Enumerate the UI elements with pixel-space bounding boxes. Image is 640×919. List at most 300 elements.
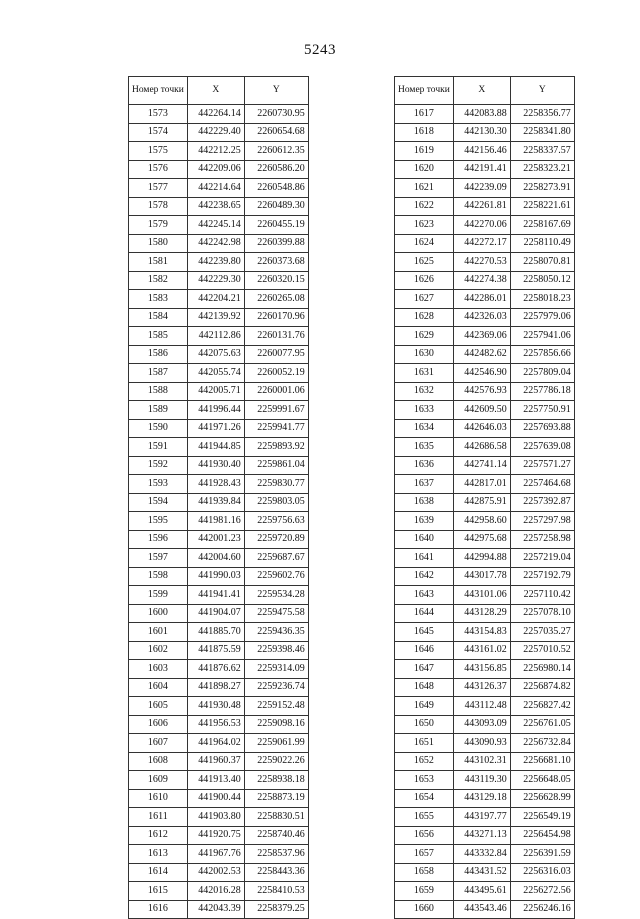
x-coordinate-cell: 443129.18	[453, 789, 510, 808]
table-row	[129, 789, 309, 808]
x-coordinate-cell: 442055.74	[187, 364, 244, 383]
x-coordinate-cell: 441939.84	[187, 493, 244, 512]
point-number-cell: 1607	[129, 734, 188, 753]
y-coordinate-cell: 2257010.52	[510, 641, 574, 660]
point-number-cell: 1630	[395, 345, 454, 364]
table-row	[395, 475, 575, 494]
x-coordinate-cell: 442139.92	[187, 308, 244, 327]
point-number-cell: 1595	[129, 512, 188, 531]
y-coordinate-cell: 2256761.05	[510, 715, 574, 734]
point-number-cell: 1585	[129, 327, 188, 346]
y-coordinate-cell: 2257809.04	[510, 364, 574, 383]
table-row	[129, 752, 309, 771]
point-number-cell: 1605	[129, 697, 188, 716]
x-coordinate-cell: 443271.13	[453, 826, 510, 845]
x-coordinate-cell: 441903.80	[187, 808, 244, 827]
point-number-cell: 1588	[129, 382, 188, 401]
point-number-cell: 1625	[395, 253, 454, 272]
y-coordinate-cell: 2257856.66	[510, 345, 574, 364]
x-coordinate-cell: 441990.03	[187, 567, 244, 586]
table-row	[395, 327, 575, 346]
x-coordinate-cell: 441996.44	[187, 401, 244, 420]
point-number-cell: 1628	[395, 308, 454, 327]
x-coordinate-cell: 442686.58	[453, 438, 510, 457]
point-number-cell: 1581	[129, 253, 188, 272]
y-coordinate-cell: 2259236.74	[244, 678, 308, 697]
table-row	[129, 826, 309, 845]
y-coordinate-cell: 2256316.03	[510, 863, 574, 882]
y-coordinate-cell: 2259436.35	[244, 623, 308, 642]
y-coordinate-cell: 2259941.77	[244, 419, 308, 438]
point-number-cell: 1612	[129, 826, 188, 845]
x-coordinate-cell: 442286.01	[453, 290, 510, 309]
table-row	[129, 308, 309, 327]
y-coordinate-cell: 2256648.05	[510, 771, 574, 790]
y-coordinate-cell: 2259803.05	[244, 493, 308, 512]
y-coordinate-cell: 2258018.23	[510, 290, 574, 309]
table-row	[129, 863, 309, 882]
x-coordinate-cell: 441930.48	[187, 697, 244, 716]
x-coordinate-cell: 443332.84	[453, 845, 510, 864]
table-row	[129, 197, 309, 216]
point-number-cell: 1621	[395, 179, 454, 198]
table-row	[395, 808, 575, 827]
table-row	[395, 715, 575, 734]
table-row	[395, 142, 575, 161]
coordinates-table-right	[394, 76, 575, 919]
table-row	[395, 438, 575, 457]
x-coordinate-cell: 442975.68	[453, 530, 510, 549]
point-number-cell: 1622	[395, 197, 454, 216]
point-number-cell: 1587	[129, 364, 188, 383]
table-row	[395, 401, 575, 420]
point-number-cell: 1611	[129, 808, 188, 827]
y-coordinate-cell: 2259687.67	[244, 549, 308, 568]
x-coordinate-cell: 441930.40	[187, 456, 244, 475]
table-row	[395, 179, 575, 198]
point-number-cell: 1601	[129, 623, 188, 642]
x-coordinate-cell: 442209.06	[187, 160, 244, 179]
y-coordinate-cell: 2260612.35	[244, 142, 308, 161]
table-row	[395, 845, 575, 864]
y-coordinate-cell: 2258323.21	[510, 160, 574, 179]
x-coordinate-cell: 443119.30	[453, 771, 510, 790]
point-number-cell: 1579	[129, 216, 188, 235]
table-row	[129, 419, 309, 438]
table-row	[129, 586, 309, 605]
x-coordinate-cell: 443431.52	[453, 863, 510, 882]
y-coordinate-cell: 2256454.98	[510, 826, 574, 845]
point-number-cell: 1613	[129, 845, 188, 864]
point-number-cell: 1639	[395, 512, 454, 531]
y-coordinate-cell: 2259534.28	[244, 586, 308, 605]
x-coordinate-cell: 441941.41	[187, 586, 244, 605]
point-number-cell: 1598	[129, 567, 188, 586]
point-number-cell: 1591	[129, 438, 188, 457]
y-coordinate-cell: 2257192.79	[510, 567, 574, 586]
header-y: Y	[244, 77, 308, 105]
y-coordinate-cell: 2257464.68	[510, 475, 574, 494]
x-coordinate-cell: 442261.81	[453, 197, 510, 216]
y-coordinate-cell: 2256980.14	[510, 660, 574, 679]
point-number-cell: 1641	[395, 549, 454, 568]
x-coordinate-cell: 442646.03	[453, 419, 510, 438]
table-row	[129, 697, 309, 716]
point-number-cell: 1597	[129, 549, 188, 568]
table-row	[129, 623, 309, 642]
y-coordinate-cell: 2259830.77	[244, 475, 308, 494]
x-coordinate-cell: 441967.76	[187, 845, 244, 864]
y-coordinate-cell: 2258443.36	[244, 863, 308, 882]
table-row	[395, 234, 575, 253]
x-coordinate-cell: 442043.39	[187, 900, 244, 919]
x-coordinate-cell: 443543.46	[453, 900, 510, 919]
x-coordinate-cell: 442005.71	[187, 382, 244, 401]
table-row	[129, 234, 309, 253]
table-row	[395, 678, 575, 697]
table-row	[395, 789, 575, 808]
header-point-number: Номер точки	[129, 77, 188, 105]
table-row	[395, 364, 575, 383]
point-number-cell: 1573	[129, 105, 188, 124]
point-number-cell: 1614	[129, 863, 188, 882]
table-row	[129, 142, 309, 161]
y-coordinate-cell: 2256681.10	[510, 752, 574, 771]
y-coordinate-cell: 2256391.59	[510, 845, 574, 864]
table-row	[129, 253, 309, 272]
table-row	[395, 308, 575, 327]
y-coordinate-cell: 2259022.26	[244, 752, 308, 771]
point-number-cell: 1608	[129, 752, 188, 771]
x-coordinate-cell: 442083.88	[453, 105, 510, 124]
point-number-cell: 1648	[395, 678, 454, 697]
x-coordinate-cell: 442156.46	[453, 142, 510, 161]
y-coordinate-cell: 2260131.76	[244, 327, 308, 346]
y-coordinate-cell: 2260548.86	[244, 179, 308, 198]
y-coordinate-cell: 2258410.53	[244, 882, 308, 901]
y-coordinate-cell: 2256246.16	[510, 900, 574, 919]
y-coordinate-cell: 2258341.80	[510, 123, 574, 142]
table-row	[395, 771, 575, 790]
x-coordinate-cell: 442112.86	[187, 327, 244, 346]
point-number-cell: 1603	[129, 660, 188, 679]
y-coordinate-cell: 2258221.61	[510, 197, 574, 216]
table-body-left	[129, 105, 309, 919]
y-coordinate-cell: 2260001.06	[244, 382, 308, 401]
x-coordinate-cell: 443101.06	[453, 586, 510, 605]
y-coordinate-cell: 2260730.95	[244, 105, 308, 124]
x-coordinate-cell: 442546.90	[453, 364, 510, 383]
table-row	[395, 697, 575, 716]
table-row	[129, 900, 309, 919]
table-row	[395, 826, 575, 845]
x-coordinate-cell: 442239.80	[187, 253, 244, 272]
table-row	[395, 530, 575, 549]
x-coordinate-cell: 443017.78	[453, 567, 510, 586]
y-coordinate-cell: 2258830.51	[244, 808, 308, 827]
table-row	[395, 567, 575, 586]
y-coordinate-cell: 2258740.46	[244, 826, 308, 845]
y-coordinate-cell: 2260489.30	[244, 197, 308, 216]
table-row	[395, 641, 575, 660]
table-row	[395, 660, 575, 679]
x-coordinate-cell: 443128.29	[453, 604, 510, 623]
y-coordinate-cell: 2259602.76	[244, 567, 308, 586]
x-coordinate-cell: 442238.65	[187, 197, 244, 216]
table-row	[129, 401, 309, 420]
table-row	[129, 345, 309, 364]
point-number-cell: 1635	[395, 438, 454, 457]
table-row	[129, 493, 309, 512]
x-coordinate-cell: 441876.62	[187, 660, 244, 679]
x-coordinate-cell: 442609.50	[453, 401, 510, 420]
point-number-cell: 1586	[129, 345, 188, 364]
point-number-cell: 1594	[129, 493, 188, 512]
x-coordinate-cell: 441920.75	[187, 826, 244, 845]
y-coordinate-cell: 2260320.15	[244, 271, 308, 290]
x-coordinate-cell: 442001.23	[187, 530, 244, 549]
point-number-cell: 1590	[129, 419, 188, 438]
table-row	[129, 271, 309, 290]
table-row	[129, 179, 309, 198]
x-coordinate-cell: 442272.17	[453, 234, 510, 253]
table-row	[129, 438, 309, 457]
x-coordinate-cell: 443126.37	[453, 678, 510, 697]
point-number-cell: 1624	[395, 234, 454, 253]
table-row	[395, 734, 575, 753]
y-coordinate-cell: 2257750.91	[510, 401, 574, 420]
y-coordinate-cell: 2257258.98	[510, 530, 574, 549]
point-number-cell: 1650	[395, 715, 454, 734]
point-number-cell: 1634	[395, 419, 454, 438]
table-row	[395, 382, 575, 401]
point-number-cell: 1652	[395, 752, 454, 771]
table-row	[129, 567, 309, 586]
point-number-cell: 1618	[395, 123, 454, 142]
x-coordinate-cell: 442270.53	[453, 253, 510, 272]
x-coordinate-cell: 443093.09	[453, 715, 510, 734]
table-row	[129, 290, 309, 309]
point-number-cell: 1589	[129, 401, 188, 420]
y-coordinate-cell: 2259893.92	[244, 438, 308, 457]
x-coordinate-cell: 442016.28	[187, 882, 244, 901]
y-coordinate-cell: 2257571.27	[510, 456, 574, 475]
y-coordinate-cell: 2258379.25	[244, 900, 308, 919]
point-number-cell: 1643	[395, 586, 454, 605]
header-point-number: Номер точки	[395, 77, 454, 105]
point-number-cell: 1599	[129, 586, 188, 605]
x-coordinate-cell: 442245.14	[187, 216, 244, 235]
y-coordinate-cell: 2257693.88	[510, 419, 574, 438]
table-row	[395, 160, 575, 179]
point-number-cell: 1629	[395, 327, 454, 346]
x-coordinate-cell: 441971.26	[187, 419, 244, 438]
point-number-cell: 1644	[395, 604, 454, 623]
table-row	[129, 530, 309, 549]
table-row	[129, 549, 309, 568]
x-coordinate-cell: 441875.59	[187, 641, 244, 660]
x-coordinate-cell: 443112.48	[453, 697, 510, 716]
y-coordinate-cell: 2256732.84	[510, 734, 574, 753]
x-coordinate-cell: 441960.37	[187, 752, 244, 771]
y-coordinate-cell: 2259475.58	[244, 604, 308, 623]
y-coordinate-cell: 2258873.19	[244, 789, 308, 808]
table-row	[129, 456, 309, 475]
y-coordinate-cell: 2257639.08	[510, 438, 574, 457]
point-number-cell: 1592	[129, 456, 188, 475]
point-number-cell: 1645	[395, 623, 454, 642]
point-number-cell: 1638	[395, 493, 454, 512]
y-coordinate-cell: 2260052.19	[244, 364, 308, 383]
y-coordinate-cell: 2259061.99	[244, 734, 308, 753]
page-number: 5243	[304, 42, 336, 58]
x-coordinate-cell: 442229.40	[187, 123, 244, 142]
table-row	[129, 678, 309, 697]
x-coordinate-cell: 441944.85	[187, 438, 244, 457]
x-coordinate-cell: 442274.38	[453, 271, 510, 290]
y-coordinate-cell: 2259098.16	[244, 715, 308, 734]
point-number-cell: 1632	[395, 382, 454, 401]
point-number-cell: 1626	[395, 271, 454, 290]
y-coordinate-cell: 2260373.68	[244, 253, 308, 272]
header-x: X	[187, 77, 244, 105]
table-row	[395, 512, 575, 531]
y-coordinate-cell: 2258537.96	[244, 845, 308, 864]
x-coordinate-cell: 441900.44	[187, 789, 244, 808]
x-coordinate-cell: 441928.43	[187, 475, 244, 494]
x-coordinate-cell: 442958.60	[453, 512, 510, 531]
x-coordinate-cell: 442817.01	[453, 475, 510, 494]
table-row	[129, 105, 309, 124]
x-coordinate-cell: 443161.02	[453, 641, 510, 660]
point-number-cell: 1620	[395, 160, 454, 179]
table-row	[395, 863, 575, 882]
x-coordinate-cell: 442130.30	[453, 123, 510, 142]
point-number-cell: 1633	[395, 401, 454, 420]
table-row	[129, 382, 309, 401]
table-row	[395, 345, 575, 364]
x-coordinate-cell: 442264.14	[187, 105, 244, 124]
point-number-cell: 1580	[129, 234, 188, 253]
x-coordinate-cell: 442075.63	[187, 345, 244, 364]
point-number-cell: 1654	[395, 789, 454, 808]
point-number-cell: 1602	[129, 641, 188, 660]
table-body-right	[395, 105, 575, 919]
table-row	[395, 253, 575, 272]
y-coordinate-cell: 2259398.46	[244, 641, 308, 660]
point-number-cell: 1574	[129, 123, 188, 142]
point-number-cell: 1655	[395, 808, 454, 827]
table-row	[395, 623, 575, 642]
x-coordinate-cell: 442242.98	[187, 234, 244, 253]
point-number-cell: 1647	[395, 660, 454, 679]
table-row	[395, 752, 575, 771]
table-row	[395, 271, 575, 290]
table-row	[129, 160, 309, 179]
x-coordinate-cell: 441981.16	[187, 512, 244, 531]
point-number-cell: 1610	[129, 789, 188, 808]
point-number-cell: 1576	[129, 160, 188, 179]
point-number-cell: 1660	[395, 900, 454, 919]
point-number-cell: 1584	[129, 308, 188, 327]
y-coordinate-cell: 2260399.88	[244, 234, 308, 253]
point-number-cell: 1600	[129, 604, 188, 623]
point-number-cell: 1623	[395, 216, 454, 235]
y-coordinate-cell: 2258273.91	[510, 179, 574, 198]
y-coordinate-cell: 2260455.19	[244, 216, 308, 235]
y-coordinate-cell: 2257786.18	[510, 382, 574, 401]
y-coordinate-cell: 2257392.87	[510, 493, 574, 512]
header-y: Y	[510, 77, 574, 105]
point-number-cell: 1646	[395, 641, 454, 660]
point-number-cell: 1653	[395, 771, 454, 790]
table-row	[129, 327, 309, 346]
table-row	[395, 882, 575, 901]
y-coordinate-cell: 2258938.18	[244, 771, 308, 790]
x-coordinate-cell: 442204.21	[187, 290, 244, 309]
x-coordinate-cell: 443197.77	[453, 808, 510, 827]
table-row	[395, 586, 575, 605]
y-coordinate-cell: 2256272.56	[510, 882, 574, 901]
y-coordinate-cell: 2256628.99	[510, 789, 574, 808]
table-row	[395, 419, 575, 438]
point-number-cell: 1583	[129, 290, 188, 309]
x-coordinate-cell: 441885.70	[187, 623, 244, 642]
header-x: X	[453, 77, 510, 105]
point-number-cell: 1640	[395, 530, 454, 549]
table-row	[129, 771, 309, 790]
y-coordinate-cell: 2257110.42	[510, 586, 574, 605]
y-coordinate-cell: 2257035.27	[510, 623, 574, 642]
table-row	[395, 216, 575, 235]
table-row	[129, 715, 309, 734]
y-coordinate-cell: 2260586.20	[244, 160, 308, 179]
point-number-cell: 1575	[129, 142, 188, 161]
table-row	[395, 197, 575, 216]
table-row	[395, 493, 575, 512]
point-number-cell: 1582	[129, 271, 188, 290]
point-number-cell: 1616	[129, 900, 188, 919]
table-row	[395, 290, 575, 309]
y-coordinate-cell: 2259720.89	[244, 530, 308, 549]
y-coordinate-cell: 2258356.77	[510, 105, 574, 124]
x-coordinate-cell: 442482.62	[453, 345, 510, 364]
y-coordinate-cell: 2256549.19	[510, 808, 574, 827]
table-row	[129, 364, 309, 383]
x-coordinate-cell: 442741.14	[453, 456, 510, 475]
x-coordinate-cell: 442191.41	[453, 160, 510, 179]
x-coordinate-cell: 442214.64	[187, 179, 244, 198]
point-number-cell: 1659	[395, 882, 454, 901]
table-row	[129, 845, 309, 864]
x-coordinate-cell: 443154.83	[453, 623, 510, 642]
table-row	[129, 123, 309, 142]
point-number-cell: 1642	[395, 567, 454, 586]
x-coordinate-cell: 442002.53	[187, 863, 244, 882]
table-row	[395, 549, 575, 568]
table-row	[395, 123, 575, 142]
x-coordinate-cell: 442004.60	[187, 549, 244, 568]
point-number-cell: 1656	[395, 826, 454, 845]
x-coordinate-cell: 443102.31	[453, 752, 510, 771]
table-row	[129, 475, 309, 494]
y-coordinate-cell: 2258070.81	[510, 253, 574, 272]
x-coordinate-cell: 443495.61	[453, 882, 510, 901]
table-row	[129, 882, 309, 901]
point-number-cell: 1578	[129, 197, 188, 216]
x-coordinate-cell: 442576.93	[453, 382, 510, 401]
coordinates-table-left	[128, 76, 309, 919]
